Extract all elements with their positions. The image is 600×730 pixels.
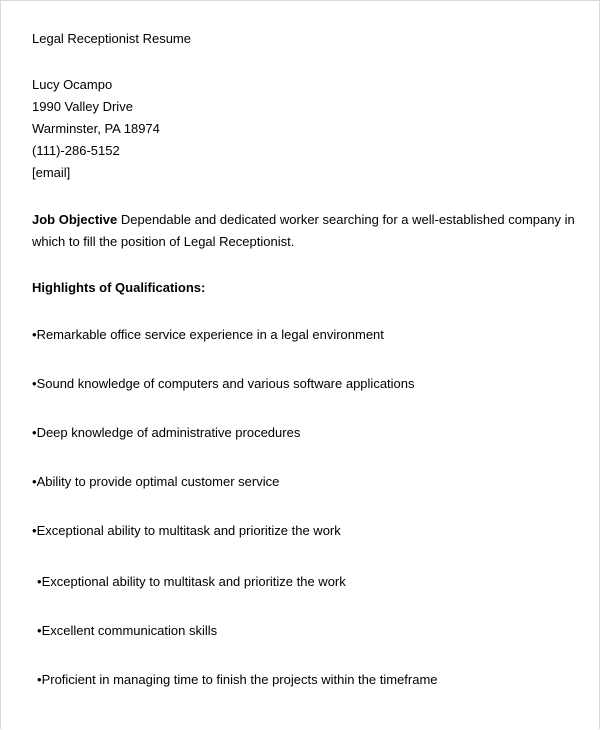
document-title: Legal Receptionist Resume <box>32 31 191 46</box>
qualifications-heading: Highlights of Qualifications: <box>32 280 206 295</box>
list-item: •Excellent communication skills <box>37 623 218 638</box>
bullet-icon: • <box>32 474 37 489</box>
list-item: •Sound knowledge of computers and various software applications <box>32 376 415 391</box>
objective-paragraph-line1 <box>32 212 575 228</box>
bullet-icon: • <box>32 523 37 538</box>
contact-street: 1990 Valley Drive <box>32 99 133 114</box>
contact-name: Lucy Ocampo <box>32 77 113 92</box>
objective-text-line1: Dependable and dedicated worker searching for a well-established company in <box>117 212 575 227</box>
bullet-icon: • <box>37 623 42 638</box>
contact-city-state-zip: Warminster, PA 18974 <box>32 121 160 136</box>
bullet-icon: • <box>32 376 37 391</box>
contact-phone: (111)-286-5152 <box>32 143 120 158</box>
bullet-icon: • <box>32 327 37 342</box>
objective-text-line2: which to fill the position of Legal Receptionist. <box>32 234 295 249</box>
list-item: •Deep knowledge of administrative procedures <box>32 425 301 440</box>
contact-email: [email] <box>32 165 71 180</box>
list-item: •Ability to provide optimal customer service <box>32 474 280 489</box>
list-item: •Proficient in managing time to finish the projects within the timeframe <box>37 672 438 687</box>
objective-label: Job Objective <box>32 212 118 227</box>
bullet-icon: • <box>37 672 42 687</box>
bullet-icon: • <box>32 425 37 440</box>
list-item: •Exceptional ability to multitask and prioritize the work <box>37 574 346 589</box>
list-item: •Exceptional ability to multitask and prioritize the work <box>32 523 341 538</box>
list-item: •Remarkable office service experience in a legal environment <box>32 327 384 342</box>
bullet-icon: • <box>37 574 42 589</box>
